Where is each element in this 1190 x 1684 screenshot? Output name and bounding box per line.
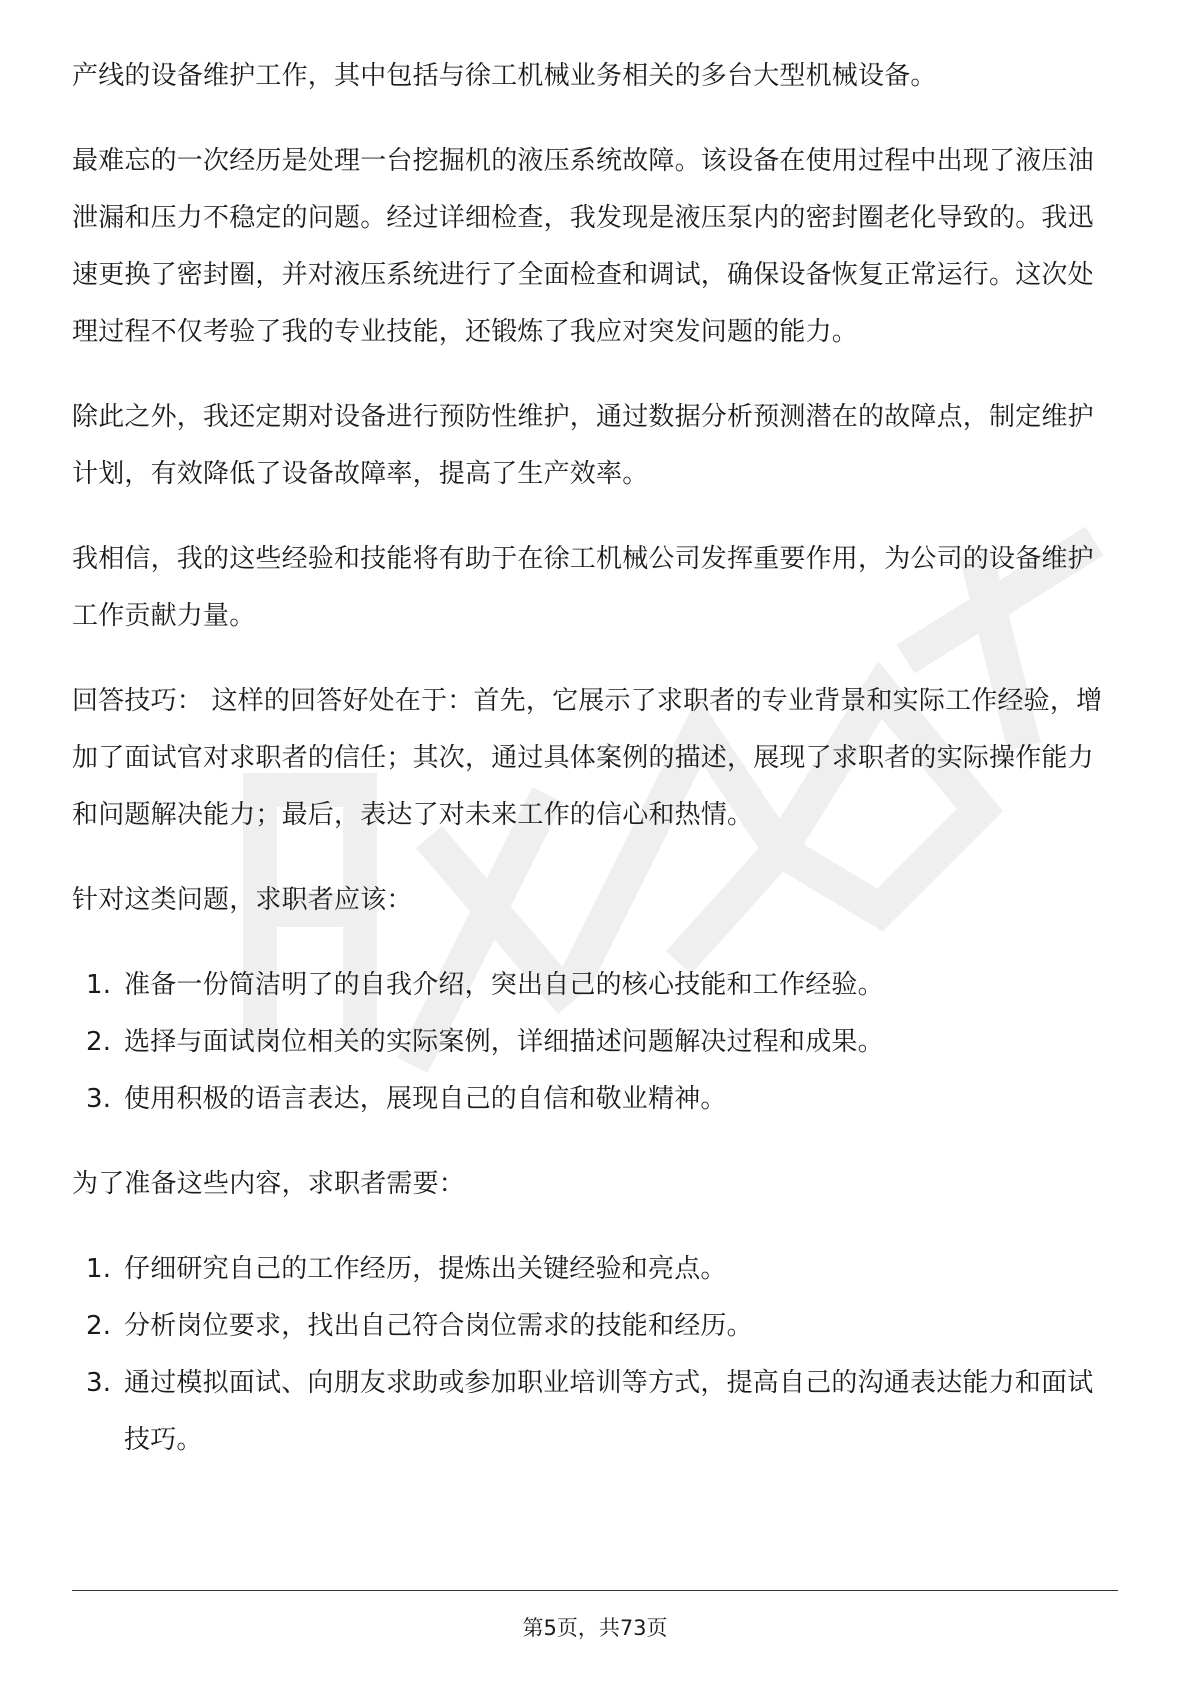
- page-content: [72, 48, 1118, 1497]
- list-number: 1.: [86, 1254, 112, 1284]
- list-number: 1.: [86, 970, 112, 1000]
- list-text: 使用积极的语言表达，展现自己的自信和敬业精神。: [124, 1084, 727, 1114]
- section2-intro: 为了准备这些内容，求职者需要：: [72, 1169, 466, 1199]
- paragraph-answer-tips: 回答技巧： 这样的回答好处在于：首先，它展示了求职者的专业背景和实际工作经验，增加了面试官对求职者的信任；其次，通过具体案例的描述，展现了求职者的实际操作能力和问题解决能力；最后，表达了对未来工作的信心和热情。: [72, 686, 1103, 830]
- list-text: 通过模拟面试、向朋友求助或参加职业培训等方式，提高自己的沟通表达能力和面试技巧。: [124, 1368, 1094, 1455]
- section2-list: [72, 1241, 1118, 1469]
- paragraph-preventive-maintenance: 除此之外，我还定期对设备进行预防性维护，通过数据分析预测潜在的故障点，制定维护计划，有效降低了设备故障率，提高了生产效率。: [72, 402, 1094, 489]
- list-number: 3.: [86, 1084, 112, 1114]
- list-item: [72, 1241, 1118, 1298]
- section1-intro: 针对这类问题，求职者应该：: [72, 885, 413, 915]
- list-text: 分析岗位要求，找出自己符合岗位需求的技能和经历。: [124, 1311, 753, 1341]
- list-item: [72, 957, 1118, 1014]
- paragraph-conclusion: 我相信，我的这些经验和技能将有助于在徐工机械公司发挥重要作用，为公司的设备维护工作贡献力量。: [72, 544, 1094, 631]
- footer-divider: [72, 1590, 1118, 1591]
- list-item: [72, 1071, 1118, 1128]
- paragraph-continuation: 产线的设备维护工作，其中包括与徐工机械业务相关的多台大型机械设备。: [72, 61, 937, 91]
- paragraph-experience: 最难忘的一次经历是处理一台挖掘机的液压系统故障。该设备在使用过程中出现了液压油泄漏和压力不稳定的问题。经过详细检查，我发现是液压泵内的密封圈老化导致的。我迅速更换了密封圈，并对液压系统进行了全面检查和调试，确保设备恢复正常运行。这次处理过程不仅考验了我的专业技能，还锻炼了我应对突发问题的能力。: [72, 146, 1094, 347]
- list-number: 2.: [86, 1027, 112, 1057]
- list-number: 3.: [86, 1368, 112, 1398]
- list-number: 2.: [86, 1311, 112, 1341]
- list-item: [72, 1355, 1118, 1469]
- section1-list: [72, 957, 1118, 1128]
- list-item: [72, 1298, 1118, 1355]
- list-text: 仔细研究自己的工作经历，提炼出关键经验和亮点。: [124, 1254, 727, 1284]
- list-text: 选择与面试岗位相关的实际案例，详细描述问题解决过程和成果。: [124, 1027, 884, 1057]
- list-text: 准备一份简洁明了的自我介绍，突出自己的核心技能和工作经验。: [124, 970, 884, 1000]
- list-item: [72, 1014, 1118, 1071]
- page-number: 第5页，共73页: [522, 1616, 668, 1640]
